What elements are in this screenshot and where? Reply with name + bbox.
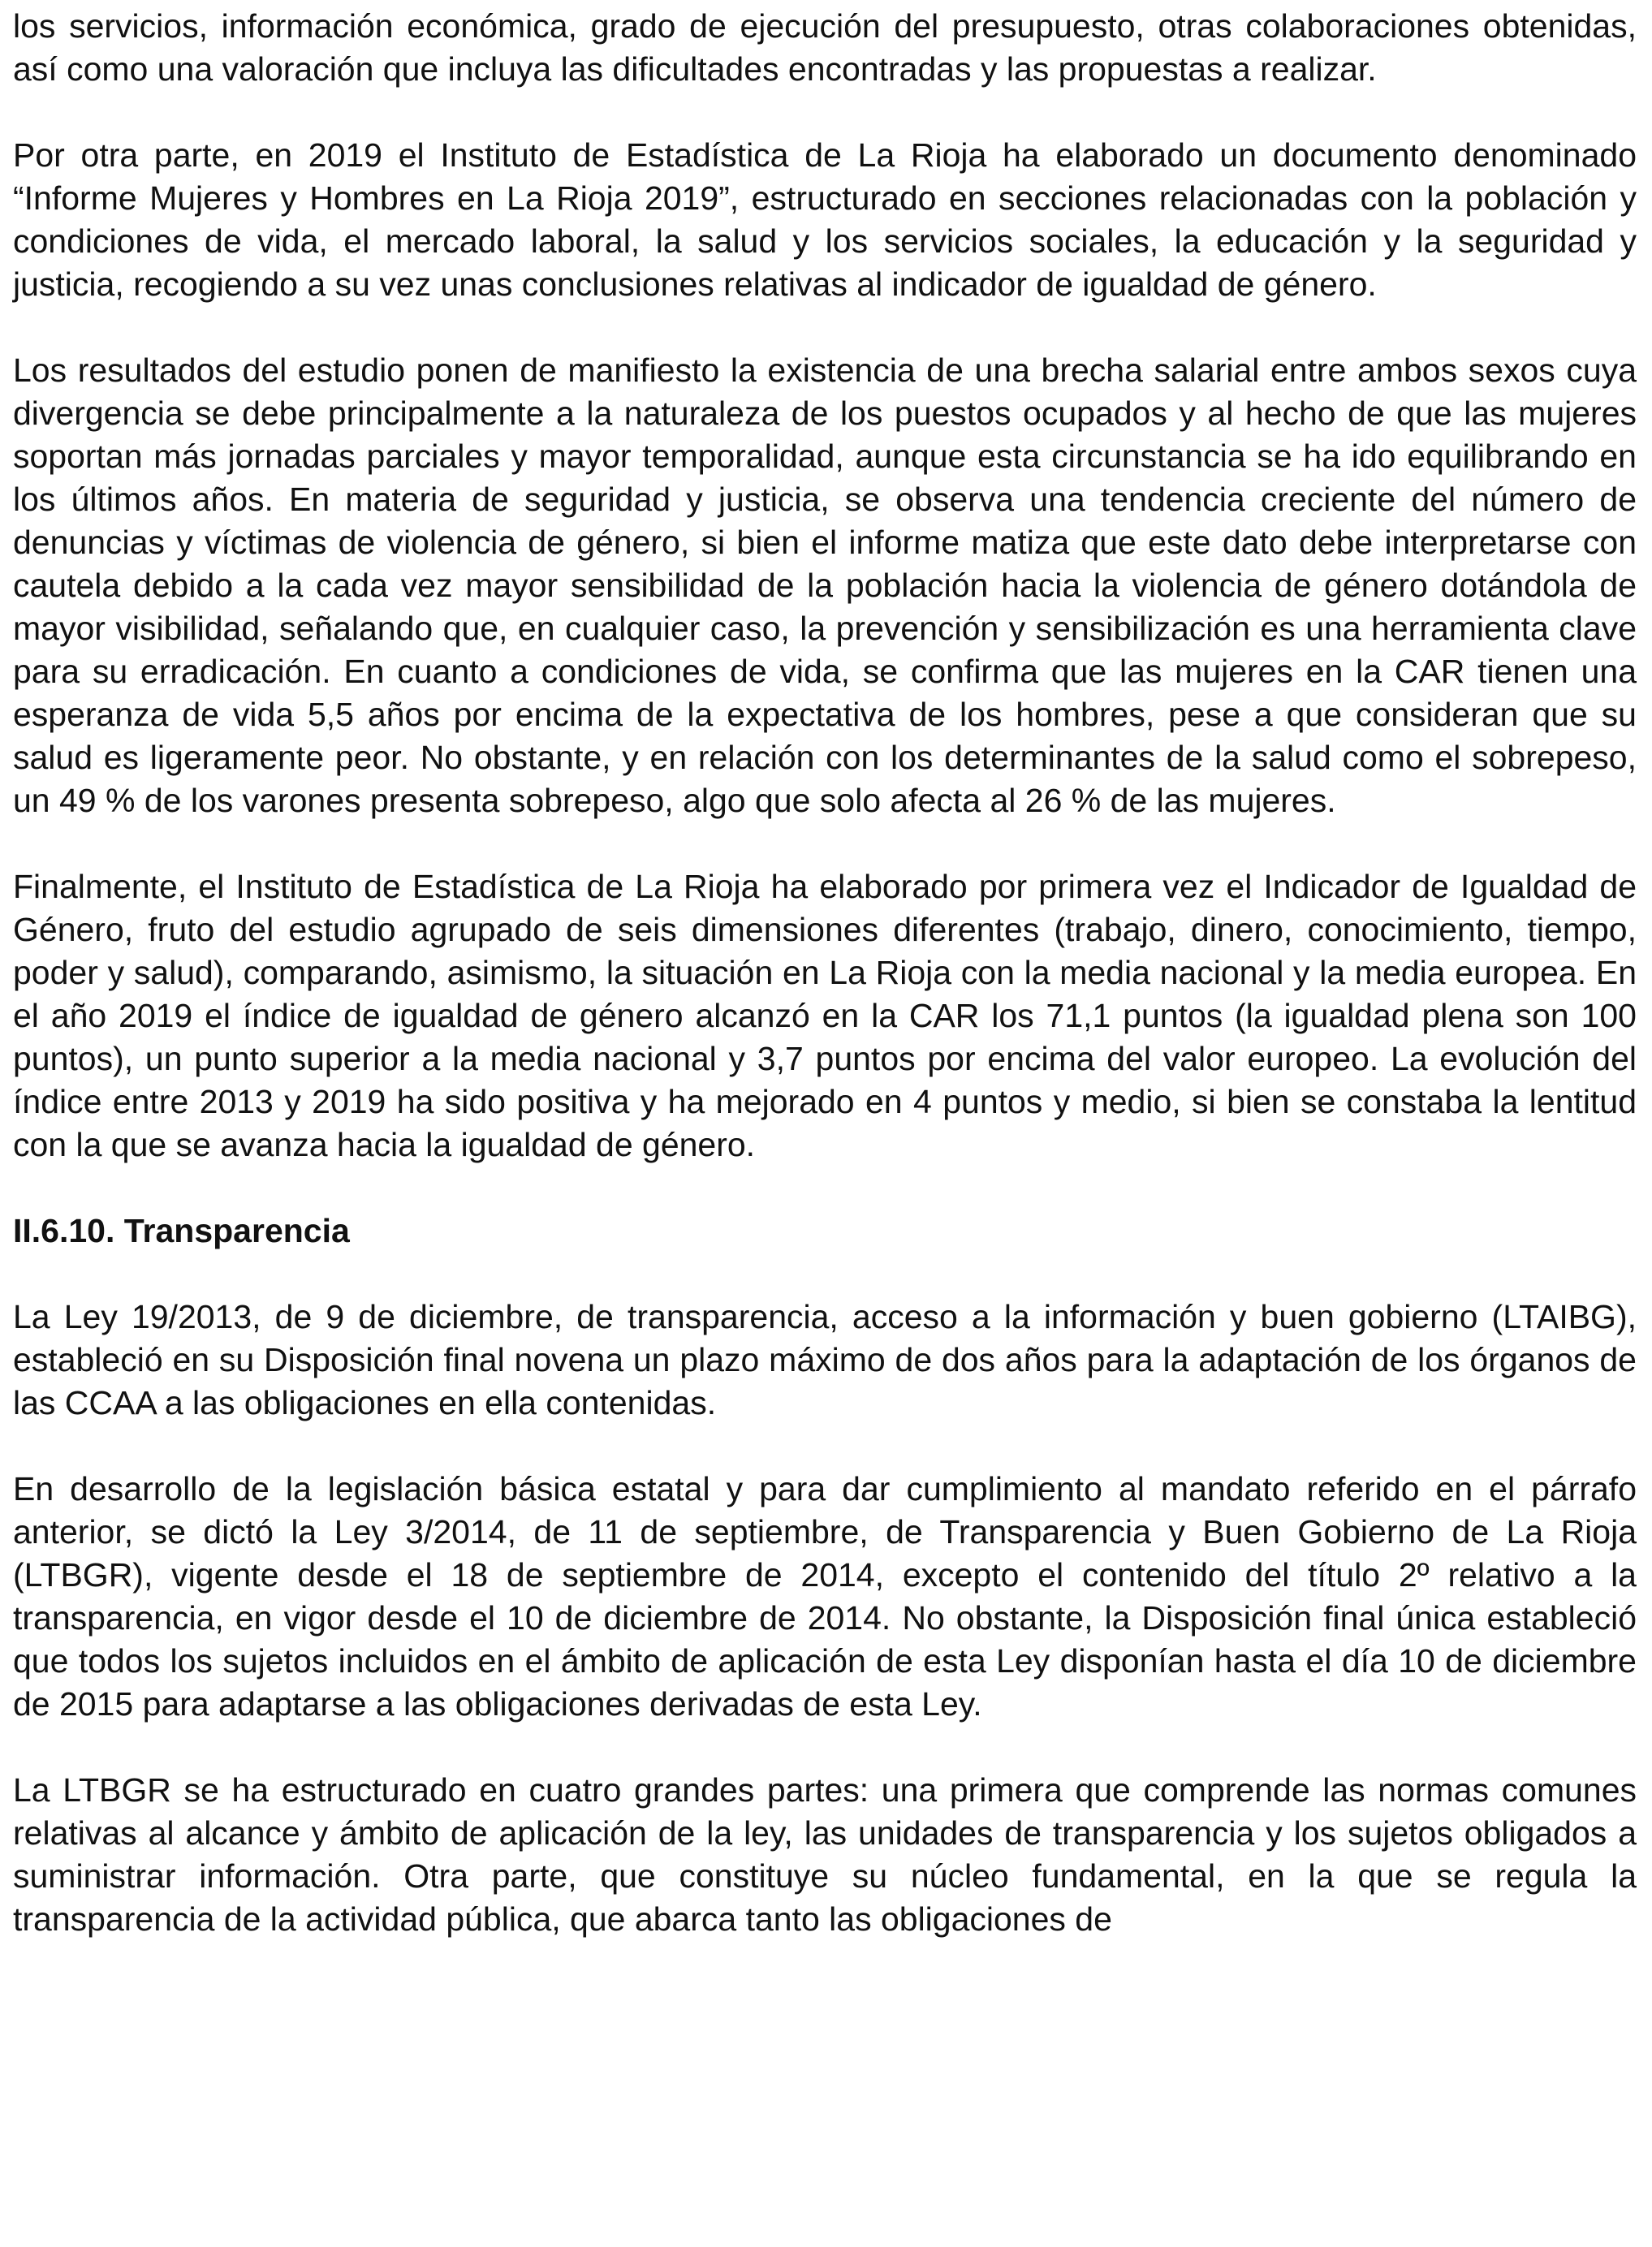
paragraph-gender-equality-index: Finalmente, el Instituto de Estadística de La Rioja ha elaborado por primera vez el Indicador de Igualdad de Género, fruto del estudio agrupado de seis dimensiones diferentes (trabajo, dinero, conocimiento, tiempo, poder y salud), comparando, asimismo, la situación en La Rioja con la media nacional y la media europea. En el año 2019 el índice de igualdad de género alcanzó en la CAR los 71,1 puntos (la igualdad plena son 100 puntos), un punto superior a la media nacional y 3,7 puntos por encima del valor europeo. La evolución del índice entre 2013 y 2019 ha sido positiva y ha mejorado en 4 puntos y medio, si bien se constaba la lentitud con la que se avanza hacia la igualdad de género. [13,868,1637,1163]
paragraph-ley-19-2013: La Ley 19/2013, de 9 de diciembre, de transparencia, acceso a la información y buen gobierno (LTAIBG), estableció en su Disposición final novena un plazo máximo de dos años para la adaptación de los órganos de las CCAA a las obligaciones en ella contenidas. [13,1298,1637,1421]
paragraph-study-results: Los resultados del estudio ponen de manifiesto la existencia de una brecha salarial entre ambos sexos cuya divergencia se debe principalmente a la naturaleza de los puestos ocupados y al hecho de que las mujeres soportan más jornadas parciales y mayor temporalidad, aunque esta circunstancia se ha ido equilibrando en los últimos años. En materia de seguridad y justicia, se observa una tendencia creciente del número de denuncias y víctimas de violencia de género, si bien el informe matiza que este dato debe interpretarse con cautela debido a la cada vez mayor sensibilidad de la población hacia la violencia de género dotándola de mayor visibilidad, señalando que, en cualquier caso, la prevención y sensibilización es una herramienta clave para su erradicación. En cuanto a condiciones de vida, se confirma que las mujeres en la CAR tienen una esperanza de vida 5,5 años por encima de la expectativa de los hombres, pese a que consideran que su salud es ligeramente peor. No obstante, y en relación con los determinantes de la salud como el sobrepeso, un 49 % de los varones presenta sobrepeso, algo que solo afecta al 26 % de las mujeres. [13,351,1637,819]
section-heading-transparencia: II.6.10. Transparencia [13,1212,350,1249]
paragraph-ltbgr-structure: La LTBGR se ha estructurado en cuatro grandes partes: una primera que comprende las normas comunes relativas al alcance y ámbito de aplicación de la ley, las unidades de transparencia y los sujetos obligados a suministrar información. Otra parte, que constituye su núcleo fundamental, en la que se regula la transparencia de la actividad pública, que abarca tanto las obligaciones de [13,1771,1637,1938]
paragraph-informe-mujeres-hombres: Por otra parte, en 2019 el Instituto de Estadística de La Rioja ha elaborado un documento denominado “Informe Mujeres y Hombres en La Rioja 2019”, estructurado en secciones relacionadas con la población y condiciones de vida, el mercado laboral, la salud y los servicios sociales, la educación y la seguridad y justicia, recogiendo a su vez unas conclusiones relativas al indicador de igualdad de género. [13,136,1637,303]
paragraph-ley-3-2014: En desarrollo de la legislación básica estatal y para dar cumplimiento al mandato referido en el párrafo anterior, se dictó la Ley 3/2014, de 11 de septiembre, de Transparencia y Buen Gobierno de La Rioja (LTBGR), vigente desde el 18 de septiembre de 2014, excepto el contenido del título 2º relativo a la transparencia, en vigor desde el 10 de diciembre de 2014. No obstante, la Disposición final única estableció que todos los sujetos incluidos en el ámbito de aplicación de esta Ley disponían hasta el día 10 de diciembre de 2015 para adaptarse a las obligaciones derivadas de esta Ley. [13,1470,1637,1723]
paragraph-services-continuation: los servicios, información económica, grado de ejecución del presupuesto, otras colaboraciones obtenidas, así como una valoración que incluya las dificultades encontradas y las propuestas a realizar. [13,7,1637,88]
document-page [13,5,1637,1941]
